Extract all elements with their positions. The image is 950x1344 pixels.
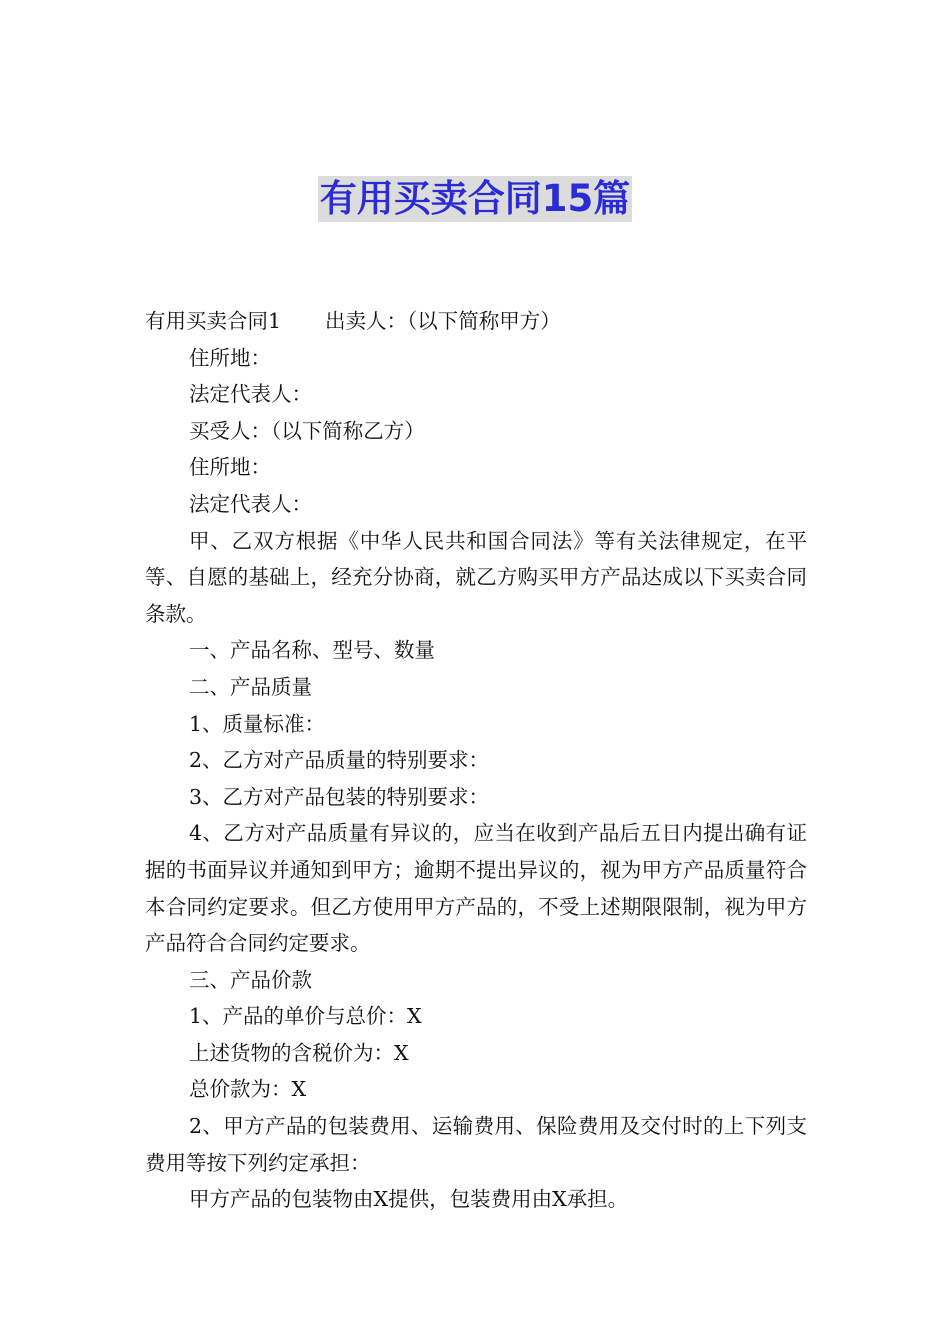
paragraph: 一、产品名称、型号、数量 (189, 638, 435, 663)
paragraph: 甲方产品的包装物由X提供，包装费用由X承担。 (189, 1187, 629, 1212)
paragraph: 2、乙方对产品质量的特别要求： (189, 748, 490, 773)
paragraph: 法定代表人： (189, 382, 312, 407)
paragraph: 总价款为：X (189, 1077, 307, 1102)
first-paragraph (145, 303, 807, 340)
paragraph: 4、乙方对产品质量有异议的，应当在收到产品后五日内提出确有证据的书面异议并通知到甲方；逾期不提出异议的，视为甲方产品质量符合本合同约定要求。但乙方使用甲方产品的，不受上述期限限制，视为甲方产品符合合同约定要求。 (145, 821, 807, 956)
title-block (0, 176, 950, 222)
paragraph: 1、质量标准： (189, 711, 326, 736)
paragraph: 法定代表人： (189, 491, 312, 516)
paragraph: 二、产品质量 (189, 674, 312, 699)
document-body (145, 303, 807, 1218)
paragraph: 住所地： (189, 455, 271, 480)
paragraph: 住所地： (189, 345, 271, 370)
paragraph: 1、产品的单价与总价：X (189, 1004, 422, 1029)
paragraph: 买受人：（以下简称乙方） (189, 418, 425, 443)
paragraph: 三、产品价款 (189, 967, 312, 992)
seller-line: 出卖人：（以下简称甲方） (325, 309, 561, 333)
document-title: 有用买卖合同15篇 (319, 177, 631, 220)
paragraph: 2、甲方产品的包装费用、运输费用、保险费用及交付时的上下列支费用等按下列约定承担： (145, 1114, 807, 1175)
paragraph: 3、乙方对产品包装的特别要求： (189, 784, 490, 809)
paragraph: 甲、乙双方根据《中华人民共和国合同法》等有关法律规定，在平等、自愿的基础上，经充分协商，就乙方购买甲方产品达成以下买卖合同条款。 (145, 528, 807, 626)
paragraph: 上述货物的含税价为：X (189, 1040, 409, 1065)
contract-heading: 有用买卖合同1 (145, 309, 282, 333)
